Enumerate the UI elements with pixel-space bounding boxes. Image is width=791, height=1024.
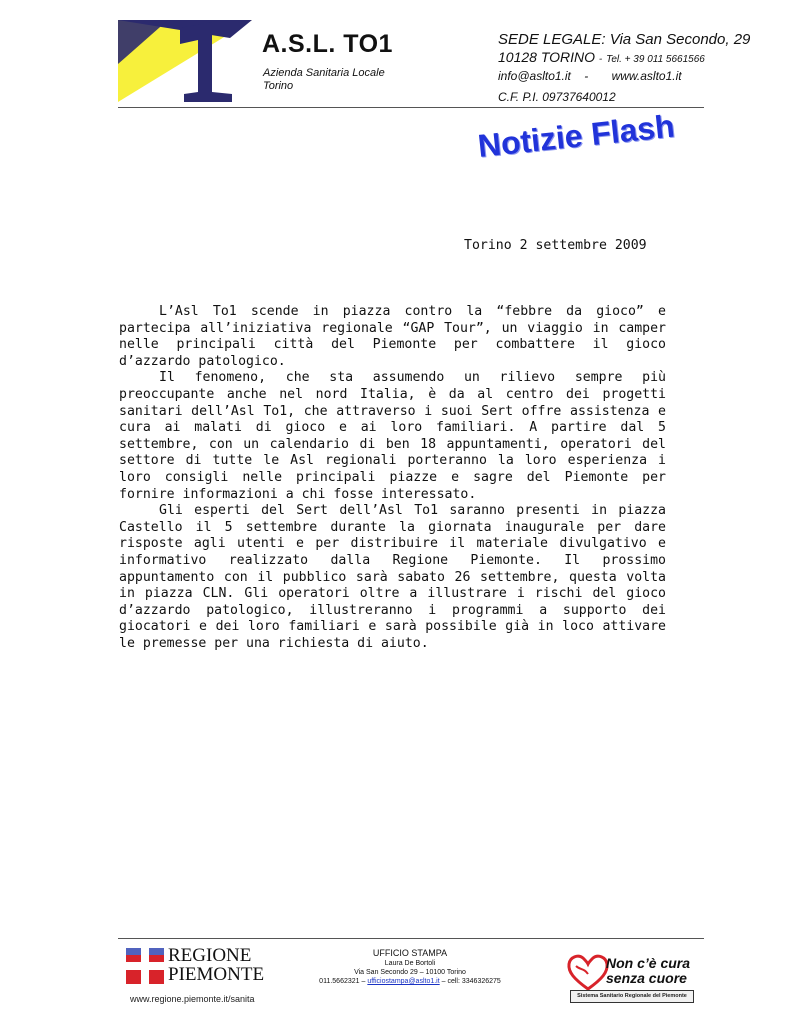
logo-subtitle-line1: Azienda Sanitaria Locale xyxy=(263,67,385,79)
email: info@aslto1.it xyxy=(498,69,571,83)
press-office-block xyxy=(300,948,520,986)
press-cell: – cell: 3346326275 xyxy=(441,978,501,985)
sistema-sanitario-bar: Sistema Sanitario Regionale del Piemonte xyxy=(570,990,694,1003)
regione-line1: REGIONE xyxy=(168,945,252,966)
separator: - xyxy=(584,69,589,83)
logo-subtitle xyxy=(263,67,385,93)
regione-piemonte-logo xyxy=(126,946,266,988)
sede-legale: SEDE LEGALE: Via San Secondo, 29 xyxy=(498,31,751,48)
contact-line xyxy=(498,68,708,85)
press-contacts xyxy=(300,977,520,986)
regione-piemonte-text xyxy=(168,946,264,984)
press-email-link[interactable]: ufficiostampa@aslto1.it xyxy=(367,978,440,985)
paragraph: Gli esperti del Sert dell’Asl To1 saranno presenti in piazza Castello il 5 settembre durante la giornata inaugurale per dare risposte agli utenti e per distribuire il materiale divulgativo e informativo realizzato dalla Regione Piemonte. Il prossimo appuntamento con il pubblico sarà sabato 26 settembre, questa volta in piazza CLN. Gli operatori oltre a illustrare i rischi del gioco d’azzardo patologico, illustreranno i programmi a supporto dei giocatori e dei loro familiari e sarà possibile già in loco attivare le premesse per una richiesta di aiuto. xyxy=(119,503,666,651)
slogan-line1: Non c’è cura xyxy=(606,955,691,971)
city-phone-line xyxy=(498,49,708,68)
header-divider xyxy=(118,107,704,108)
slogan-text xyxy=(606,956,690,986)
asl-logo-graphic xyxy=(118,18,254,104)
notizie-flash-title: Notizie Flash xyxy=(476,107,677,165)
contact-name: Laura De Bortoli xyxy=(384,960,436,967)
slogan-line2: senza cuore xyxy=(606,970,687,986)
article-body xyxy=(119,304,666,652)
city: 10128 TORINO xyxy=(498,49,596,65)
asl-logo xyxy=(118,18,254,104)
piemonte-flag-icon xyxy=(126,948,164,984)
telephone: Tel. + 39 011 5661566 xyxy=(606,54,705,65)
document-date: Torino 2 settembre 2009 xyxy=(464,238,647,253)
legal-address-block xyxy=(498,31,751,106)
regione-url-link[interactable]: www.regione.piemonte.it/sanita xyxy=(130,994,255,1004)
heart-icon xyxy=(566,952,610,992)
logo-subtitle-line2: Torino xyxy=(263,80,294,92)
paragraph: Il fenomeno, che sta assumendo un rilievo sempre più preoccupante anche nel nord Italia, è da al centro dei progetti sanitari dell’Asl To1, che attraverso i suoi Sert offre assistenza e cura ai malati di gioco e ai loro familiari. A partire dal 5 settembre, con un calendario di ben 18 appuntamenti, operatori del settore di tutte le Asl regionali porteranno la loro esperienza i loro consigli nelle principali piazze e sagre del Piemonte per fornire informazioni a chi fosse interessato. xyxy=(119,370,666,502)
fiscal-code: C.F. P.I. 09737640012 xyxy=(498,90,616,104)
logo-title: A.S.L. TO1 xyxy=(262,30,393,58)
press-office-title: UFFICIO STAMPA xyxy=(372,948,448,958)
separator: - xyxy=(598,54,603,65)
press-address: Via San Secondo 29 – 10100 Torino xyxy=(354,969,466,976)
paragraph: L’Asl To1 scende in piazza contro la “febbre da gioco” e partecipa all’iniziativa regionale “GAP Tour”, un viaggio in camper nelle principali città del Piemonte per combattere il gioco d’azzardo patologico. xyxy=(119,304,666,369)
non-ce-cura-logo xyxy=(566,950,702,1006)
regione-line2: PIEMONTE xyxy=(168,964,265,985)
press-phone: 011.5662321 – xyxy=(319,978,366,985)
footer-divider xyxy=(118,938,704,939)
website: www.aslto1.it xyxy=(611,69,682,83)
